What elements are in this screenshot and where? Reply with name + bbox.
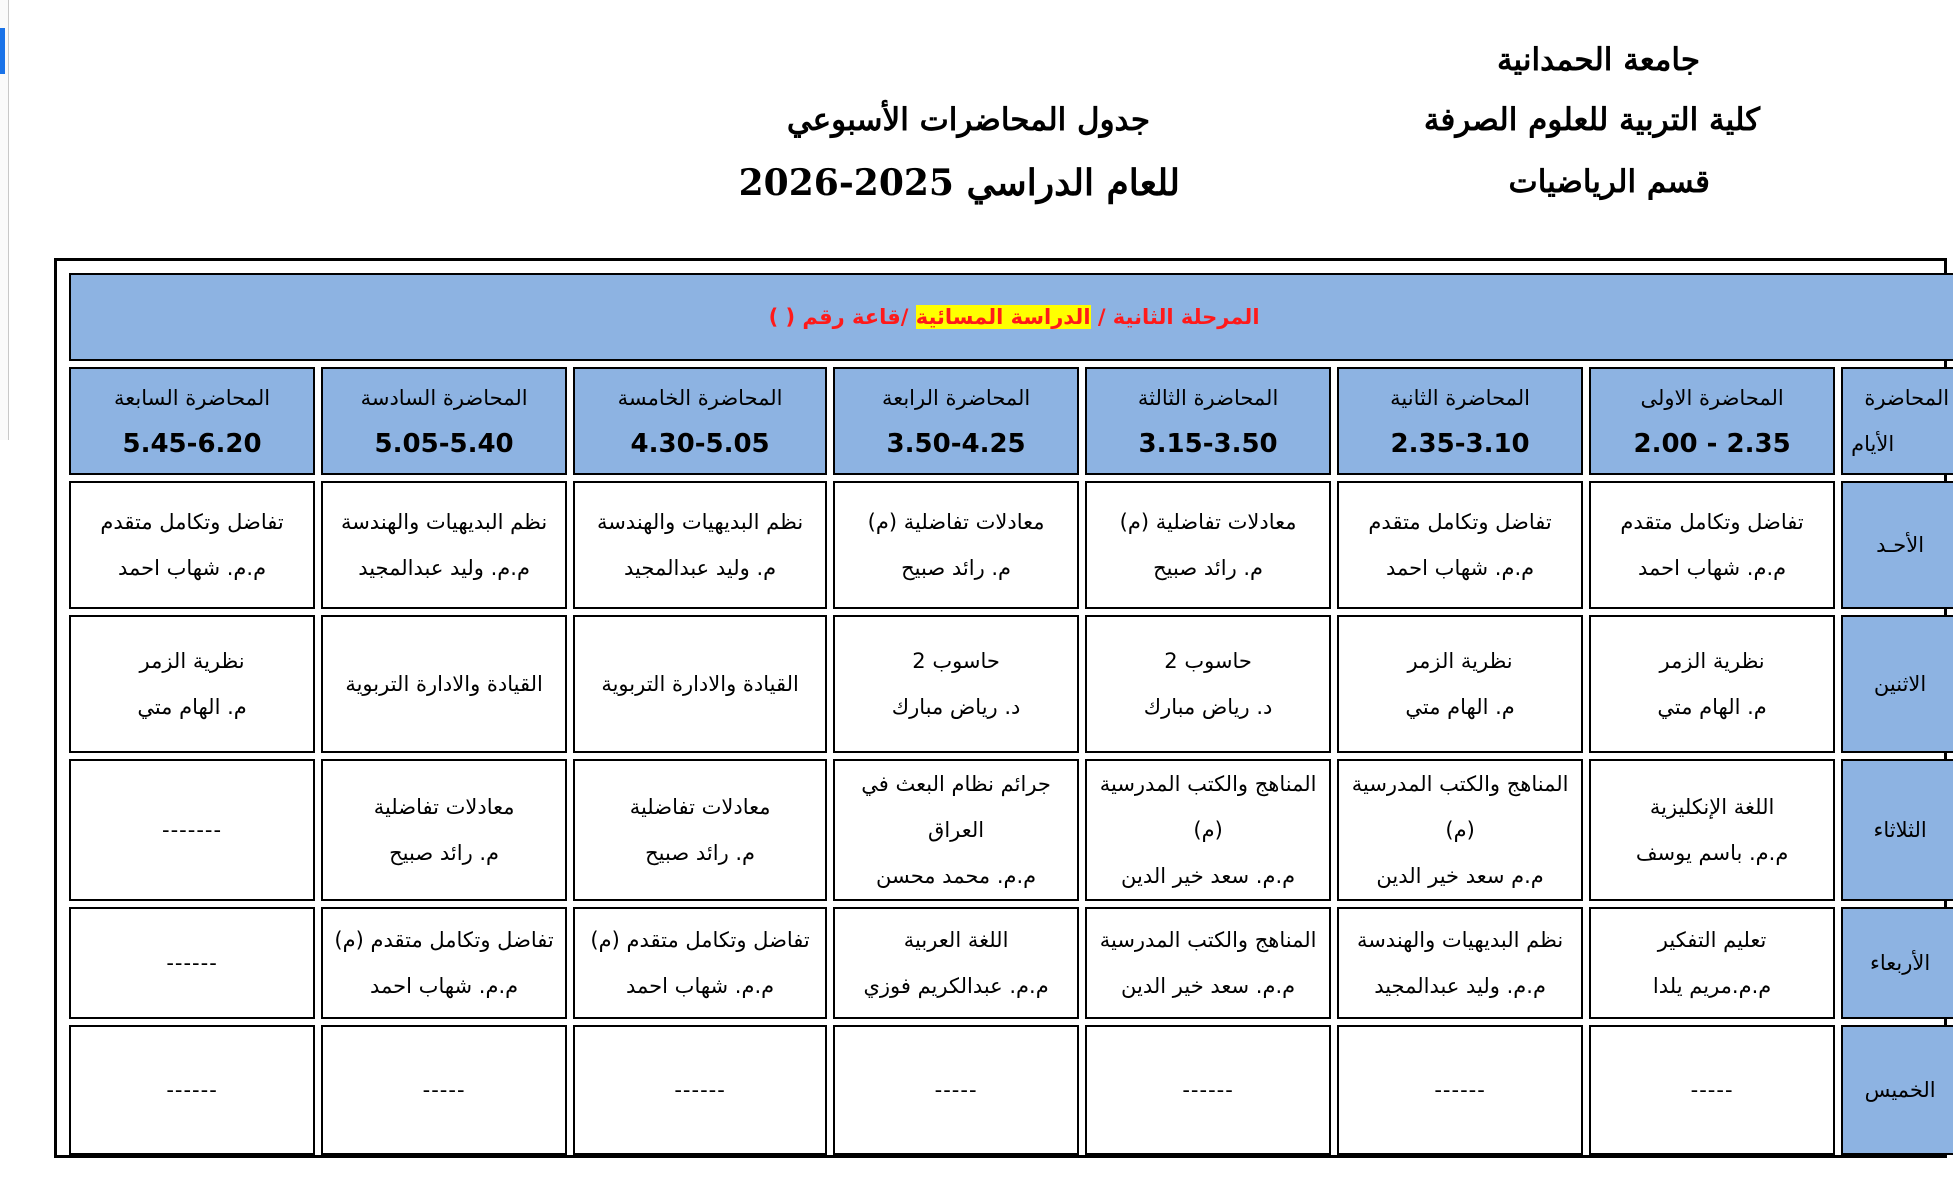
cell-line: م.م. وليد عبدالمجيد bbox=[1374, 974, 1546, 998]
cell-line: م.م. شهاب احمد bbox=[370, 974, 519, 998]
banner-stage: المرحلة الثانية / bbox=[1090, 305, 1260, 329]
cell-line: م.م. عبدالكريم فوزي bbox=[863, 974, 1049, 998]
schedule-cell bbox=[833, 907, 1079, 1019]
schedule-cell bbox=[321, 615, 567, 753]
lecture-name: المحاضرة السابعة bbox=[114, 386, 271, 410]
schedule-cell bbox=[69, 759, 315, 901]
schedule-cell bbox=[573, 481, 827, 609]
cell-line: م.م. سعد خير الدين bbox=[1121, 974, 1296, 998]
cell-line: د. رياض مبارك bbox=[891, 695, 1021, 719]
cell-line: د. رياض مبارك bbox=[1143, 695, 1273, 719]
schedule-cell bbox=[1589, 907, 1835, 1019]
schedule-cell bbox=[321, 1025, 567, 1155]
course-name: ----- bbox=[422, 1078, 466, 1102]
course-name: نظم البديهيات والهندسة bbox=[1356, 928, 1564, 952]
cell-line: م. رائد صبيح bbox=[901, 556, 1012, 580]
schedule-cell bbox=[1085, 615, 1331, 753]
department-name: قسم الرياضيات bbox=[1508, 164, 1710, 200]
course-name: تعليم التفكير bbox=[1657, 928, 1767, 952]
course-name: نظم البديهيات والهندسة bbox=[596, 510, 804, 534]
banner-hall: /قاعة رقم ( ) bbox=[768, 305, 916, 329]
course-name: معادلات تفاضلية bbox=[373, 795, 515, 819]
cell-line: م. الهام متي bbox=[137, 695, 247, 719]
day-name: الأحـد bbox=[1841, 481, 1953, 609]
schedule-cell bbox=[321, 481, 567, 609]
course-name: تفاضل وتكامل متقدم bbox=[100, 510, 284, 534]
day-row bbox=[69, 907, 1953, 1019]
schedule-cell bbox=[1085, 907, 1331, 1019]
course-name: تفاضل وتكامل متقدم bbox=[1368, 510, 1552, 534]
day-row bbox=[69, 481, 1953, 609]
cell-line: م.م. شهاب احمد bbox=[117, 556, 267, 580]
course-name: نظرية الزمر bbox=[139, 649, 245, 673]
side-tab[interactable] bbox=[0, 28, 5, 74]
schedule-cell bbox=[1337, 615, 1583, 753]
cell-line: م. وليد عبدالمجيد bbox=[624, 556, 777, 580]
day-row bbox=[69, 615, 1953, 753]
schedule-cell bbox=[573, 907, 827, 1019]
schedule-cell bbox=[833, 759, 1079, 901]
course-name: معادلات تفاضلية (م) bbox=[867, 510, 1045, 534]
lecture-time: 2.35-3.10 bbox=[1390, 429, 1530, 459]
lecture-time: 3.15-3.50 bbox=[1138, 429, 1278, 459]
cell-line: م.م سعد خير الدين bbox=[1376, 864, 1544, 888]
course-name: القيادة والادارة التربوية bbox=[601, 672, 799, 696]
lecture-time: 2.00 - 2.35 bbox=[1633, 429, 1791, 459]
course-name: ------ bbox=[1434, 1078, 1486, 1102]
schedule-cell bbox=[833, 1025, 1079, 1155]
course-name: اللغة الإنكليزية bbox=[1649, 795, 1775, 819]
course-name: اللغة العربية bbox=[903, 928, 1009, 952]
schedule-cell bbox=[1337, 907, 1583, 1019]
university-name: جامعة الحمدانية bbox=[1496, 42, 1700, 78]
schedule-cell bbox=[321, 907, 567, 1019]
course-name: تفاضل وتكامل متقدم (م) bbox=[590, 928, 810, 952]
corner-lecture-label: المحاضرة bbox=[1864, 386, 1950, 410]
academic-year: للعام الدراسي 2025-2026 bbox=[738, 162, 1180, 204]
lecture-name: المحاضرة الرابعة bbox=[881, 386, 1031, 410]
schedule-cell bbox=[573, 615, 827, 753]
course-name: نظرية الزمر bbox=[1407, 649, 1513, 673]
lecture-name: المحاضرة الثالثة bbox=[1137, 386, 1279, 410]
course-name: معادلات تفاضلية (م) bbox=[1119, 510, 1297, 534]
schedule-cell bbox=[1085, 759, 1331, 901]
schedule-cell bbox=[1337, 759, 1583, 901]
day-row bbox=[69, 1025, 1953, 1155]
day-name: الأربعاء bbox=[1841, 907, 1953, 1019]
lecture-header-2 bbox=[1337, 367, 1583, 475]
day-name: الخميس bbox=[1841, 1025, 1953, 1155]
lecture-header-6 bbox=[321, 367, 567, 475]
schedule-cell bbox=[573, 1025, 827, 1155]
lecture-name: المحاضرة الاولى bbox=[1640, 386, 1784, 410]
lecture-header-row bbox=[69, 367, 1953, 475]
schedule-cell bbox=[1589, 481, 1835, 609]
banner-evening-study: الدراسة المسائية bbox=[915, 305, 1091, 329]
lecture-header-7 bbox=[69, 367, 315, 475]
course-name: حاسوب 2 bbox=[912, 649, 1000, 673]
lecture-time: 5.45-6.20 bbox=[122, 429, 262, 459]
schedule-cell bbox=[69, 1025, 315, 1155]
course-name: ------- bbox=[162, 818, 223, 842]
course-name: نظم البديهيات والهندسة bbox=[340, 510, 548, 534]
schedule-frame bbox=[54, 258, 1950, 1158]
course-name: ----- bbox=[934, 1078, 978, 1102]
lecture-time: 5.05-5.40 bbox=[374, 429, 514, 459]
lecture-name: المحاضرة السادسة bbox=[360, 386, 528, 410]
lecture-header-1 bbox=[1589, 367, 1835, 475]
cell-line: م.م. شهاب احمد bbox=[1386, 556, 1535, 580]
cell-line: م. رائد صبيح bbox=[389, 841, 500, 865]
course-name: المناهج والكتب المدرسية bbox=[1099, 928, 1317, 952]
course-name: تفاضل وتكامل متقدم bbox=[1620, 510, 1804, 534]
day-name: الثلاثاء bbox=[1841, 759, 1953, 901]
schedule-cell bbox=[1589, 1025, 1835, 1155]
cell-line: م.م. وليد عبدالمجيد bbox=[358, 556, 530, 580]
schedule-cell bbox=[1589, 759, 1835, 901]
schedule-cell bbox=[833, 615, 1079, 753]
schedule-cell bbox=[573, 759, 827, 901]
lecture-time: 3.50-4.25 bbox=[886, 429, 1026, 459]
lecture-name: المحاضرة الثانية bbox=[1390, 386, 1531, 410]
cell-line: م. الهام متي bbox=[1657, 695, 1767, 719]
cell-line: م.م. سعد خير الدين bbox=[1121, 864, 1296, 888]
cell-line: م.م. محمد محسن bbox=[875, 864, 1037, 888]
lecture-header-5 bbox=[573, 367, 827, 475]
cell-line: (م) bbox=[1193, 818, 1223, 842]
schedule-cell bbox=[1337, 481, 1583, 609]
corner-days-label: الأيام bbox=[1851, 432, 1895, 456]
schedule-cell bbox=[1085, 1025, 1331, 1155]
course-name: جرائم نظام البعث في bbox=[861, 772, 1051, 796]
cell-line: م. رائد صبيح bbox=[1153, 556, 1264, 580]
lecture-header-3 bbox=[1085, 367, 1331, 475]
schedule-cell bbox=[1085, 481, 1331, 609]
cell-line: العراق bbox=[928, 818, 985, 842]
schedule-cell bbox=[1337, 1025, 1583, 1155]
cell-line: (م) bbox=[1445, 818, 1475, 842]
course-name: ------ bbox=[166, 1078, 218, 1102]
course-name: المناهج والكتب المدرسية bbox=[1099, 772, 1317, 796]
schedule-cell bbox=[69, 907, 315, 1019]
course-name: ------ bbox=[166, 951, 218, 975]
cell-line: م.م. شهاب احمد bbox=[626, 974, 775, 998]
course-name: معادلات تفاضلية bbox=[629, 795, 771, 819]
cell-line: م. الهام متي bbox=[1405, 695, 1515, 719]
lecture-time: 4.30-5.05 bbox=[630, 429, 770, 459]
course-name: المناهج والكتب المدرسية bbox=[1351, 772, 1569, 796]
schedule-cell bbox=[69, 481, 315, 609]
course-name: ----- bbox=[1690, 1078, 1734, 1102]
schedule-table bbox=[63, 267, 1953, 1161]
corner-header bbox=[1841, 367, 1953, 475]
course-name: تفاضل وتكامل متقدم (م) bbox=[334, 928, 554, 952]
course-name: القيادة والادارة التربوية bbox=[345, 672, 543, 696]
schedule-cell bbox=[321, 759, 567, 901]
schedule-cell bbox=[69, 615, 315, 753]
cell-line: م. رائد صبيح bbox=[645, 841, 756, 865]
cell-line: م.م. شهاب احمد bbox=[1638, 556, 1787, 580]
course-name: ------ bbox=[674, 1078, 726, 1102]
day-row bbox=[69, 759, 1953, 901]
college-name: كلية التربية للعلوم الصرفة bbox=[1423, 102, 1760, 138]
course-name: ------ bbox=[1182, 1078, 1234, 1102]
course-name: حاسوب 2 bbox=[1164, 649, 1252, 673]
cell-line: م.م. باسم يوسف bbox=[1635, 841, 1789, 865]
schedule-cell bbox=[833, 481, 1079, 609]
cell-line: م.م.مريم يلدا bbox=[1652, 974, 1772, 998]
stage-banner bbox=[69, 273, 1953, 361]
schedule-cell bbox=[1589, 615, 1835, 753]
course-name: نظرية الزمر bbox=[1659, 649, 1765, 673]
day-name: الاثنين bbox=[1841, 615, 1953, 753]
lecture-header-4 bbox=[833, 367, 1079, 475]
left-edge-panel bbox=[0, 0, 9, 440]
lecture-name: المحاضرة الخامسة bbox=[617, 386, 783, 410]
schedule-title: جدول المحاضرات الأسبوعي bbox=[786, 102, 1150, 138]
